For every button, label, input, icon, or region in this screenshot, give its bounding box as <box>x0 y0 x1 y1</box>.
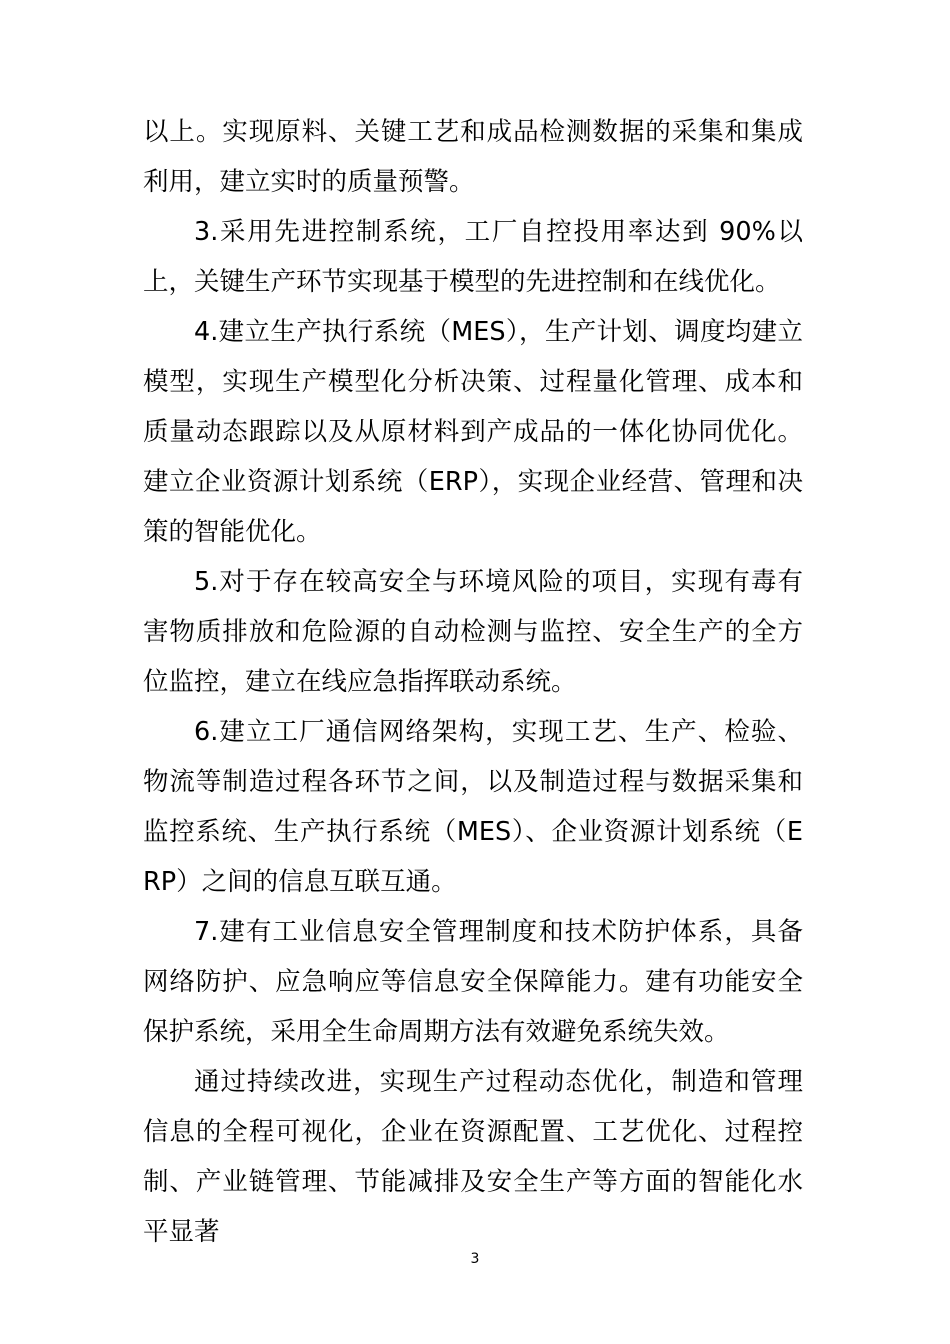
body-text <box>143 107 803 1257</box>
paragraph-item-4: 4.建立生产执行系统（MES），生产计划、调度均建立模型，实现生产模型化分析决策、过程量化管理、成本和质量动态跟踪以及从原材料到产成品的一体化协同优化。建立企业资源计划系统（ERP），实现企业经营、管理和决策的智能优化。 <box>143 317 803 547</box>
paragraph-item-7: 7.建有工业信息安全管理制度和技术防护体系，具备网络防护、应急响应等信息安全保障能力。建有功能安全保护系统，采用全生命周期方法有效避免系统失效。 <box>143 917 803 1047</box>
paragraph-summary: 通过持续改进，实现生产过程动态优化，制造和管理信息的全程可视化，企业在资源配置、工艺优化、过程控制、产业链管理、节能减排及安全生产等方面的智能化水平显著 <box>143 1067 803 1247</box>
page-number: 3 <box>470 1251 480 1267</box>
paragraph-continuation: 以上。实现原料、关键工艺和成品检测数据的采集和集成利用，建立实时的质量预警。 <box>143 117 803 197</box>
paragraph-item-5: 5.对于存在较高安全与环境风险的项目，实现有毒有害物质排放和危险源的自动检测与监控、安全生产的全方位监控，建立在线应急指挥联动系统。 <box>143 567 803 697</box>
paragraph-item-6: 6.建立工厂通信网络架构，实现工艺、生产、检验、物流等制造过程各环节之间，以及制造过程与数据采集和监控系统、生产执行系统（MES）、企业资源计划系统（ERP）之间的信息互联互通。 <box>143 717 803 897</box>
paragraph-item-3: 3.采用先进控制系统，工厂自控投用率达到 90%以上，关键生产环节实现基于模型的先进控制和在线优化。 <box>143 217 803 297</box>
